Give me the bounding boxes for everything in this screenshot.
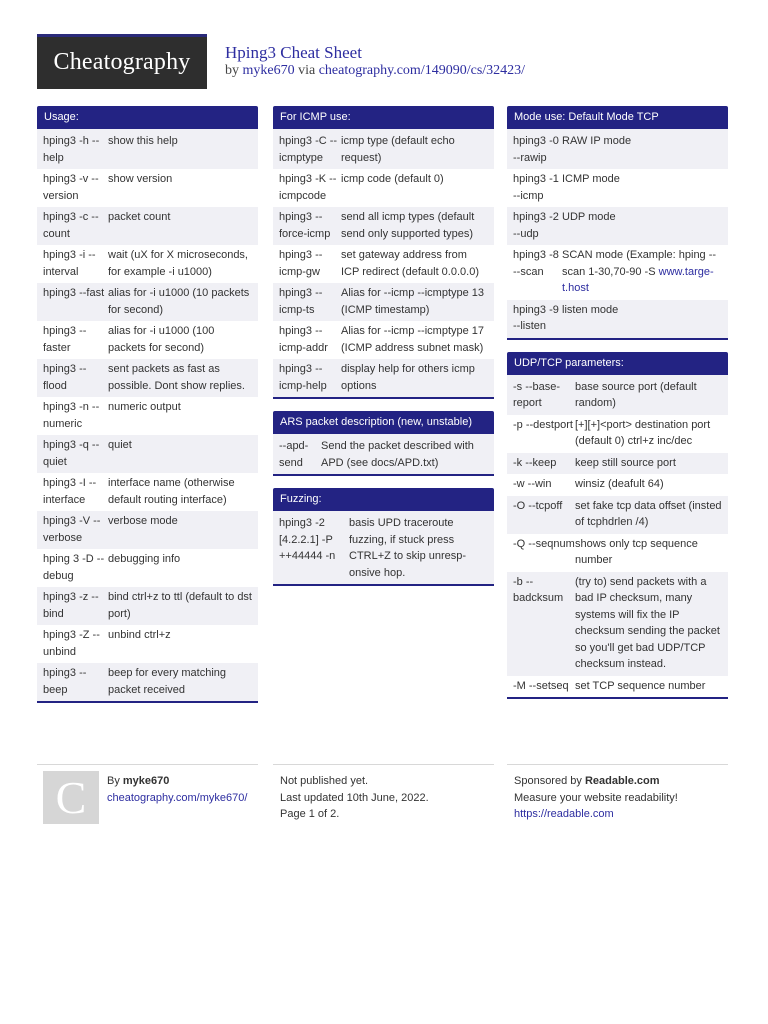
- description-text: [+][+]<port> destination port (default 0) ctrl+z inc/dec: [575, 418, 711, 447]
- footer-author-name[interactable]: myke670: [122, 775, 170, 787]
- page-title: Hping3 Cheat Sheet: [225, 43, 362, 62]
- description-text: icmp type (default echo request): [341, 135, 455, 164]
- table-row: [507, 496, 728, 534]
- command: hping3 --icmp-help: [279, 363, 327, 392]
- command: hping3 -Z --unbind: [43, 629, 100, 658]
- description-text: ICMP mode: [562, 173, 620, 185]
- table-row: [37, 397, 258, 435]
- column-2: [273, 106, 494, 598]
- description: [108, 133, 252, 166]
- description: [108, 437, 252, 470]
- table-row: [507, 207, 728, 245]
- table-row: [37, 625, 258, 663]
- description-text: listen mode: [562, 303, 619, 316]
- description: [575, 455, 722, 472]
- section-header: ARS packet description (new, unstable): [273, 411, 494, 434]
- command: -b --badcksum: [513, 575, 564, 604]
- description-text: interface name (otherwise default routing interface): [108, 477, 235, 506]
- command: hping3 -K --icmpcode: [279, 173, 337, 202]
- description-text: beep for every matching packet received: [108, 667, 227, 696]
- footer-updated: Last updated 10th June, 2022.: [280, 791, 429, 804]
- section-icmp: [273, 106, 494, 399]
- description-text: numeric output: [108, 401, 181, 413]
- description-text: show version: [108, 173, 173, 185]
- description: [341, 361, 488, 394]
- description-text: debugging info: [108, 553, 181, 565]
- description: [341, 247, 488, 280]
- description: [321, 438, 488, 471]
- description: [108, 171, 252, 204]
- command: hping3 --icmp-gw: [279, 249, 323, 278]
- command: hping3 -2 --udp: [513, 211, 559, 240]
- footer-sponsor: [507, 764, 728, 823]
- footer-author: [37, 764, 258, 806]
- section-udptcp: [507, 352, 728, 700]
- table-row: [273, 434, 494, 474]
- description: [562, 247, 722, 297]
- description-text: Send the packet described with APD (see docs/APD.txt): [321, 440, 474, 469]
- byline-via: via: [298, 63, 316, 78]
- byline-prefix: by: [225, 63, 239, 78]
- description-text: Alias for --icmp --icmptype 13 (ICMP timestamp): [341, 287, 485, 316]
- description: [108, 589, 252, 622]
- command: hping3 -h --help: [43, 135, 100, 164]
- section-header: Usage:: [37, 106, 258, 129]
- command: -M --setseq: [513, 679, 569, 692]
- description: [562, 302, 722, 335]
- table-row: [507, 375, 728, 415]
- command: hping3 -2 [4.2.2.1] -P ++44444 -n: [279, 517, 336, 562]
- table-row: [273, 283, 494, 321]
- command: hping3 -I --interface: [43, 477, 97, 506]
- table-row: [273, 207, 494, 245]
- command: -w --win: [513, 478, 552, 490]
- description: [108, 665, 252, 698]
- command: hping3 --icmp-addr: [279, 325, 328, 354]
- table-row: [37, 129, 258, 169]
- section-ars: [273, 411, 494, 476]
- description-text: verbose mode: [108, 515, 178, 527]
- description: [108, 209, 252, 242]
- command: -s --base-report: [513, 380, 561, 409]
- command: hping3 --fast: [43, 287, 105, 299]
- table-row: [507, 169, 728, 207]
- section-header: Mode use: Default Mode TCP: [507, 106, 728, 129]
- table-row: [37, 283, 258, 321]
- description-text: (try to) send packets with a bad IP checksum, many systems will fix the IP checksum sending the packet so you'll get bad UDP/TCP checksum instead.: [575, 575, 720, 670]
- description-link[interactable]: www.target.host: [562, 265, 714, 294]
- description-text: set gateway address from ICP redirect (default 0.0.0.0): [341, 249, 479, 278]
- command: -k --keep: [513, 456, 557, 469]
- column-3: [507, 106, 728, 711]
- command: hping3 -i --interval: [43, 249, 96, 278]
- description-text: wait (uX for X microseconds, for example -i u1000): [108, 249, 248, 278]
- command: -p --destport: [513, 418, 573, 431]
- description: [108, 513, 252, 546]
- description: [575, 574, 722, 673]
- section-mode: [507, 106, 728, 340]
- table-row: [37, 207, 258, 245]
- table-row: [507, 453, 728, 475]
- description: [575, 417, 722, 450]
- description: [341, 209, 488, 242]
- command: hping3 -C --icmptype: [279, 135, 338, 164]
- description: [108, 551, 252, 584]
- footer-meta: [273, 764, 494, 823]
- command: hping3 -9 --listen: [513, 303, 559, 332]
- description-text: shows only tcp sequence number: [575, 537, 698, 566]
- avatar-letter: C: [55, 772, 87, 823]
- table-row: [273, 129, 494, 169]
- table-row: [507, 572, 728, 676]
- description: [108, 361, 252, 394]
- table-row: [507, 415, 728, 453]
- table-row: [37, 587, 258, 625]
- table-row: [507, 474, 728, 496]
- description-text: quiet: [108, 439, 132, 451]
- description: [108, 399, 252, 432]
- description-text: alias for -i u1000 (100 packets for second): [108, 325, 215, 354]
- description: [108, 323, 252, 356]
- description: [108, 285, 252, 318]
- footer-page: Page 1 of 2.: [280, 808, 340, 820]
- description-text: bind ctrl+z to ttl (default to dst port): [108, 591, 252, 620]
- table-row: [273, 245, 494, 283]
- description: [562, 209, 722, 242]
- section-header: For ICMP use:: [273, 106, 494, 129]
- table-row: [273, 511, 494, 584]
- description: [108, 247, 252, 280]
- table-row: [37, 549, 258, 587]
- description-text: send all icmp types (default send only supported types): [341, 211, 475, 240]
- table-row: [37, 245, 258, 283]
- description: [575, 379, 722, 412]
- command: hping3 -0 --rawip: [513, 135, 559, 164]
- description-text: base source port (default random): [575, 380, 697, 409]
- logo-text: Cheatography: [53, 49, 191, 75]
- command: hping3 -8 --scan: [513, 249, 559, 278]
- cheatography-logo[interactable]: [37, 34, 207, 89]
- command: hping3 -q --quiet: [43, 439, 100, 468]
- section-usage: [37, 106, 258, 703]
- command: hping3 --beep: [43, 667, 87, 696]
- command: hping3 -z --bind: [43, 591, 99, 620]
- command: hping3 -v --version: [43, 173, 99, 202]
- footer-published: Not published yet.: [280, 775, 369, 787]
- command: hping3 --flood: [43, 363, 87, 392]
- description: [575, 498, 722, 531]
- command: -Q --seqnum: [513, 537, 575, 550]
- description: [575, 678, 722, 695]
- table-row: [37, 169, 258, 207]
- description-text: show this help: [108, 135, 178, 147]
- table-row: [507, 129, 728, 169]
- section-fuzzing: [273, 488, 494, 586]
- description: [349, 515, 488, 581]
- command: hping3 -n --numeric: [43, 401, 100, 430]
- description: [575, 476, 722, 493]
- description: [108, 475, 252, 508]
- description-text: basis UPD traceroute fuzzing, if stuck press CTRL+Z to skip unresponsive hop.: [349, 517, 467, 579]
- footer-sponsor-name[interactable]: Readable.com: [584, 775, 660, 787]
- command: --apd-send: [279, 440, 309, 469]
- description-text: RAW IP mode: [562, 135, 632, 147]
- footer-sponsor-url[interactable]: https://readable.com: [514, 808, 614, 820]
- description-text: alias for -i u1000 (10 packets for second): [108, 287, 250, 316]
- sheet-url-link[interactable]: cheatography.com/149090/cs/32423/: [318, 63, 526, 78]
- description-text: Alias for --icmp --icmptype 17 (ICMP address subnet mask): [341, 325, 485, 354]
- command: hping3 --faster: [43, 325, 87, 354]
- description-text: icmp code (default 0): [341, 173, 444, 185]
- footer-sponsor-tagline: Measure your website readability!: [514, 791, 678, 804]
- description: [341, 133, 488, 166]
- section-header: Fuzzing:: [273, 488, 494, 511]
- author-link[interactable]: myke670: [242, 63, 295, 78]
- description-text: display help for others icmp options: [341, 363, 475, 392]
- table-row: [507, 676, 728, 698]
- table-row: [37, 473, 258, 511]
- description-text: unbind ctrl+z: [108, 629, 171, 641]
- byline: [225, 63, 525, 79]
- description: [562, 171, 722, 204]
- description-text: sent packets as fast as possible. Dont show replies.: [108, 363, 245, 392]
- footer-author-url[interactable]: cheatography.com/myke670/: [107, 791, 248, 804]
- description: [341, 285, 488, 318]
- table-row: [37, 435, 258, 473]
- table-row: [273, 359, 494, 397]
- description-text: set fake tcp data offset (insted of tcphdrlen /4): [575, 499, 722, 528]
- command: hping3 --force-icmp: [279, 211, 331, 240]
- description-text: keep still source port: [575, 456, 676, 469]
- table-row: [507, 300, 728, 338]
- footer-sponsor-prefix: Sponsored by: [514, 775, 582, 787]
- command: hping3 -1 --icmp: [513, 173, 559, 202]
- footer-by-label: By: [107, 775, 120, 787]
- description-text: packet count: [108, 211, 171, 223]
- table-row: [507, 245, 728, 300]
- table-row: [507, 534, 728, 572]
- description: [341, 323, 488, 356]
- description-text: SCAN mode (Example: hping --scan 1-30,70-90 -S: [562, 249, 717, 278]
- description: [108, 627, 252, 660]
- table-row: [37, 511, 258, 549]
- command: hping3 -V --verbose: [43, 515, 101, 544]
- table-row: [37, 359, 258, 397]
- command: hping3 -c --count: [43, 211, 99, 240]
- description: [341, 171, 488, 204]
- column-1: [37, 106, 258, 715]
- table-row: [273, 321, 494, 359]
- table-row: [37, 663, 258, 701]
- section-header: UDP/TCP parameters:: [507, 352, 728, 375]
- description-text: winsiz (deafult 64): [575, 478, 664, 490]
- table-row: [273, 169, 494, 207]
- command: hping 3 -D --debug: [43, 553, 105, 582]
- command: hping3 --icmp-ts: [279, 287, 323, 316]
- description-text: set TCP sequence number: [575, 679, 706, 692]
- command: -O --tcpoff: [513, 499, 563, 512]
- table-row: [37, 321, 258, 359]
- description-text: UDP mode: [562, 211, 616, 223]
- description: [562, 133, 722, 166]
- description: [575, 536, 722, 569]
